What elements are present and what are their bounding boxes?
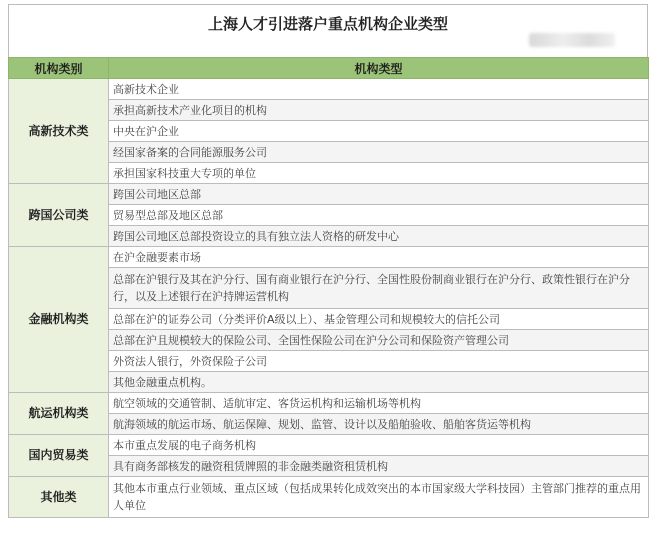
institution-type-table xyxy=(8,57,649,518)
type-cell: 在沪金融要素市场 xyxy=(109,247,649,268)
table-row xyxy=(9,247,649,268)
type-cell: 高新技术企业 xyxy=(109,79,649,100)
type-cell: 承担高新技术产业化项目的机构 xyxy=(109,100,649,121)
type-cell: 其他金融重点机构。 xyxy=(109,372,649,393)
type-cell: 承担国家科技重大专项的单位 xyxy=(109,163,649,184)
page-title: 上海人才引进落户重点机构企业类型 xyxy=(207,15,448,33)
header-type: 机构类型 xyxy=(109,58,649,79)
title-area xyxy=(8,4,648,57)
table-header-row xyxy=(9,58,649,79)
document-sheet xyxy=(8,4,648,518)
category-cell: 国内贸易类 xyxy=(9,435,109,477)
header-category: 机构类别 xyxy=(9,58,109,79)
table-row xyxy=(9,435,649,456)
category-cell: 航运机构类 xyxy=(9,393,109,435)
type-cell: 本市重点发展的电子商务机构 xyxy=(109,435,649,456)
type-cell: 经国家备案的合同能源服务公司 xyxy=(109,142,649,163)
table-row xyxy=(9,477,649,518)
table-row xyxy=(9,184,649,205)
type-cell: 具有商务部核发的融资租赁牌照的非金融类融资租赁机构 xyxy=(109,456,649,477)
type-cell: 航空领域的交通管制、适航审定、客货运机构和运输机场等机构 xyxy=(109,393,649,414)
category-cell: 跨国公司类 xyxy=(9,184,109,247)
category-cell: 高新技术类 xyxy=(9,79,109,184)
type-cell: 外资法人银行，外资保险子公司 xyxy=(109,351,649,372)
type-cell: 跨国公司地区总部 xyxy=(109,184,649,205)
type-cell: 总部在沪的证券公司（分类评价A级以上）、基金管理公司和规模较大的信托公司 xyxy=(109,309,649,330)
type-cell: 跨国公司地区总部投资设立的具有独立法人资格的研发中心 xyxy=(109,226,649,247)
table-row xyxy=(9,393,649,414)
category-cell: 金融机构类 xyxy=(9,247,109,393)
type-cell: 贸易型总部及地区总部 xyxy=(109,205,649,226)
table-row xyxy=(9,79,649,100)
type-cell: 总部在沪且规模较大的保险公司、全国性保险公司在沪分公司和保险资产管理公司 xyxy=(109,330,649,351)
type-cell: 航海领域的航运市场、航运保障、规划、监管、设计以及船舶验收、船舶客货运等机构 xyxy=(109,414,649,435)
table-body xyxy=(9,79,649,518)
type-cell: 其他本市重点行业领域、重点区域（包括成果转化成效突出的本市国家级大学科技园）主管部门推荐的重点用人单位 xyxy=(109,477,649,518)
blurred-watermark xyxy=(529,33,615,47)
type-cell: 中央在沪企业 xyxy=(109,121,649,142)
category-cell: 其他类 xyxy=(9,477,109,518)
type-cell: 总部在沪银行及其在沪分行、国有商业银行在沪分行、全国性股份制商业银行在沪分行、政策性银行在沪分行，以及上述银行在沪持牌运营机构 xyxy=(109,268,649,309)
